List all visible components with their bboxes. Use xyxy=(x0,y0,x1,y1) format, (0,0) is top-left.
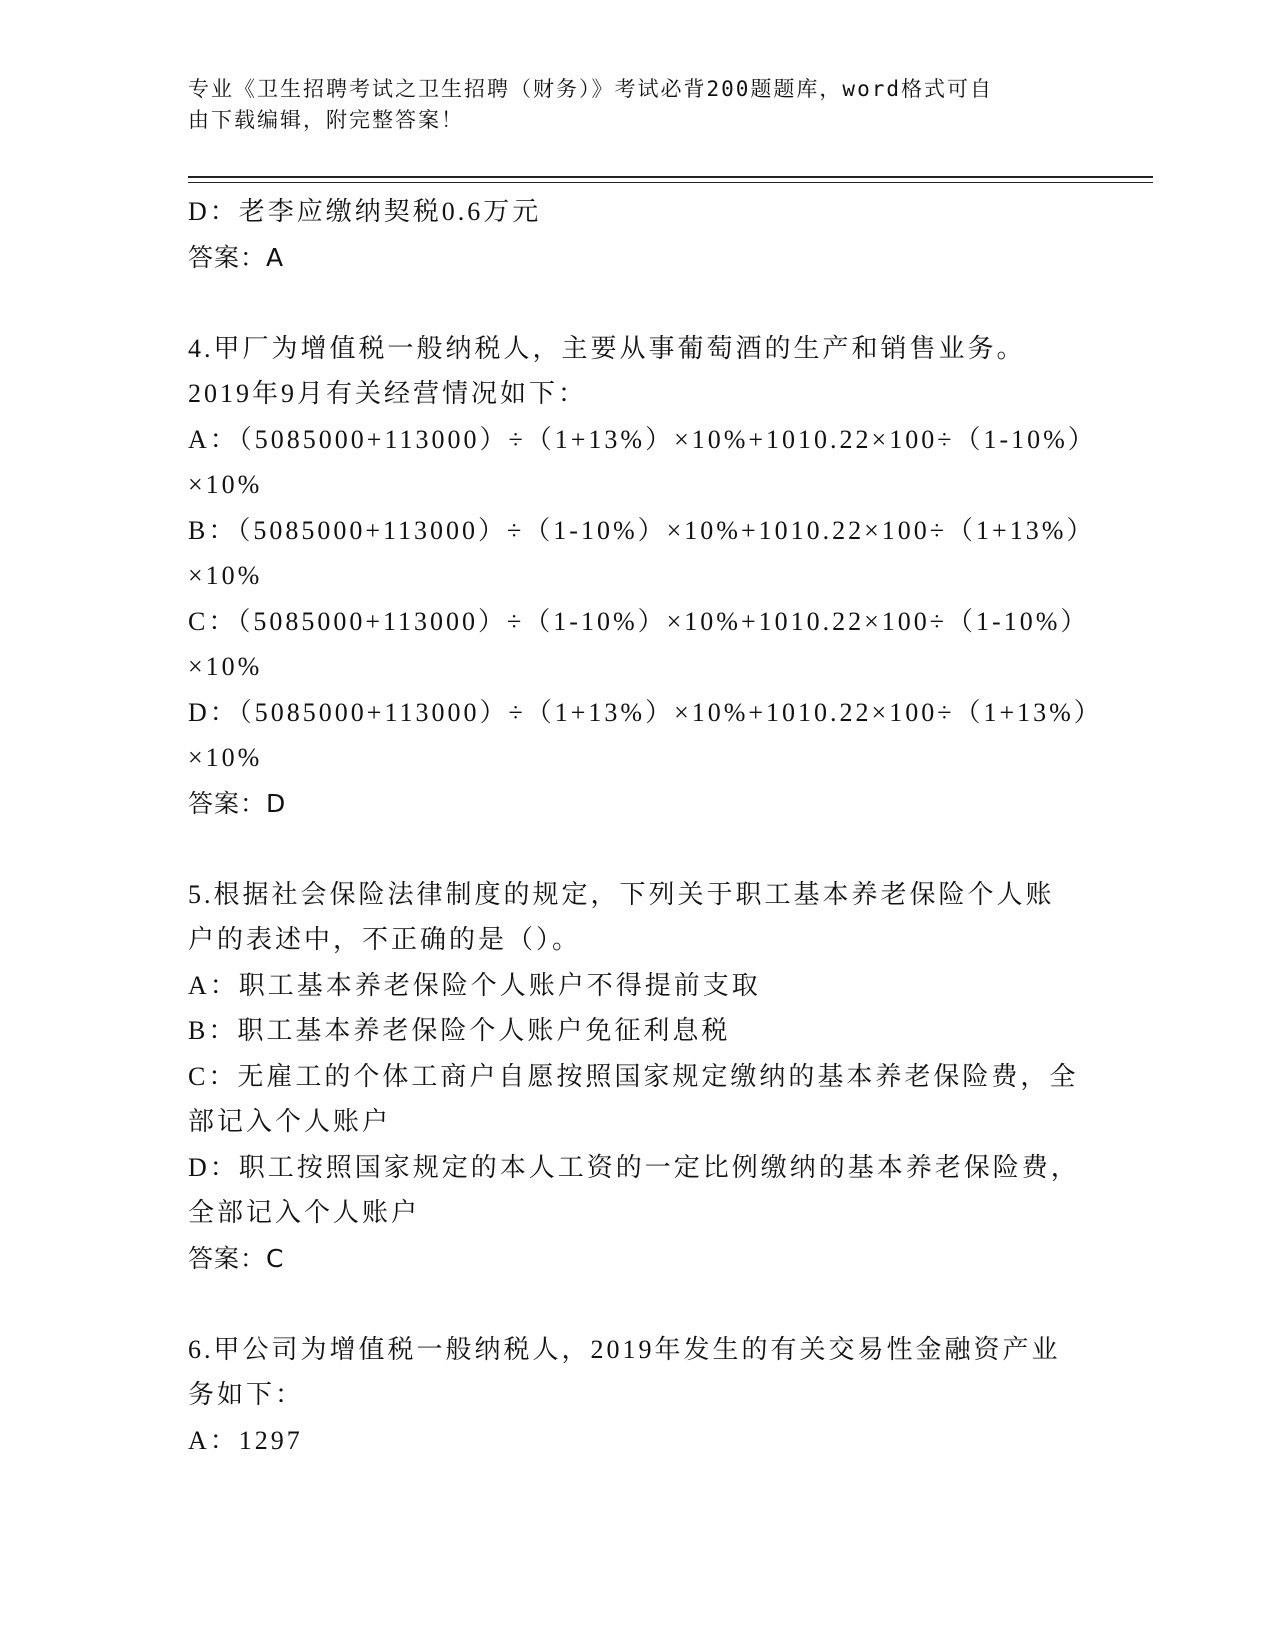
option-a: A：（5085000+113000）÷（1+13%）×10%+1010.22×100÷（1-10%） xyxy=(188,424,1097,454)
question-stem: 户的表述中，不正确的是（）。 xyxy=(188,925,582,954)
question-5 xyxy=(188,872,1080,1282)
option-c-continued: 部记入个人账户 xyxy=(188,1107,392,1136)
question-3-tail xyxy=(188,189,1068,280)
option-c: C：无雇工的个体工商户自愿按照国家规定缴纳的基本养老保险费，全 xyxy=(188,1061,1079,1091)
option-b: B：（5085000+113000）÷（1-10%）×10%+1010.22×100÷（1+13%） xyxy=(188,515,1096,545)
option-c-continued: ×10% xyxy=(188,652,263,681)
option-d: D：老李应缴纳契税0.6万元 xyxy=(188,197,542,226)
option-d-continued: 全部记入个人账户 xyxy=(188,1198,421,1227)
header-rule xyxy=(188,176,1153,178)
option-b: B：职工基本养老保险个人账户免征利息税 xyxy=(188,1016,731,1045)
option-d: D：（5085000+113000）÷（1+13%）×10%+1010.22×100÷（1+13%） xyxy=(188,697,1103,727)
option-c: C：（5085000+113000）÷（1-10%）×10%+1010.22×100÷（1-10%） xyxy=(188,606,1090,636)
spacer xyxy=(188,280,1068,326)
answer: 答案：C xyxy=(188,1243,285,1273)
document-body xyxy=(188,189,1103,1463)
option-d-continued: ×10% xyxy=(188,743,263,772)
option-b-continued: ×10% xyxy=(188,561,263,590)
header-line: 由下载编辑，附完整答案！ xyxy=(188,108,464,132)
document-header xyxy=(188,74,1068,136)
header-line: 专业《卫生招聘考试之卫生招聘（财务）》考试必背200题题库，word格式可自 xyxy=(188,77,993,101)
question-4 xyxy=(188,326,1103,827)
option-a: A：1297 xyxy=(188,1425,303,1455)
question-stem: 6.甲公司为增值税一般纳税人，2019年发生的有关交易性金融资产业 xyxy=(188,1334,1061,1364)
question-stem: 2019年9月有关经营情况如下： xyxy=(188,379,588,408)
answer: 答案：A xyxy=(188,242,285,272)
answer: 答案：D xyxy=(188,788,287,818)
question-stem: 4.甲厂为增值税一般纳税人，主要从事葡萄酒的生产和销售业务。 xyxy=(188,333,1026,363)
option-d: D：职工按照国家规定的本人工资的一定比例缴纳的基本养老保险费， xyxy=(188,1152,1080,1182)
option-a: A：职工基本养老保险个人账户不得提前支取 xyxy=(188,970,761,1000)
header-rule xyxy=(188,182,1153,183)
question-6 xyxy=(188,1327,1068,1464)
question-stem: 5.根据社会保险法律制度的规定，下列关于职工基本养老保险个人账 xyxy=(188,879,1055,909)
spacer xyxy=(188,826,1068,872)
option-a-continued: ×10% xyxy=(188,470,263,499)
question-stem: 务如下： xyxy=(188,1380,305,1409)
spacer xyxy=(188,1281,1068,1327)
